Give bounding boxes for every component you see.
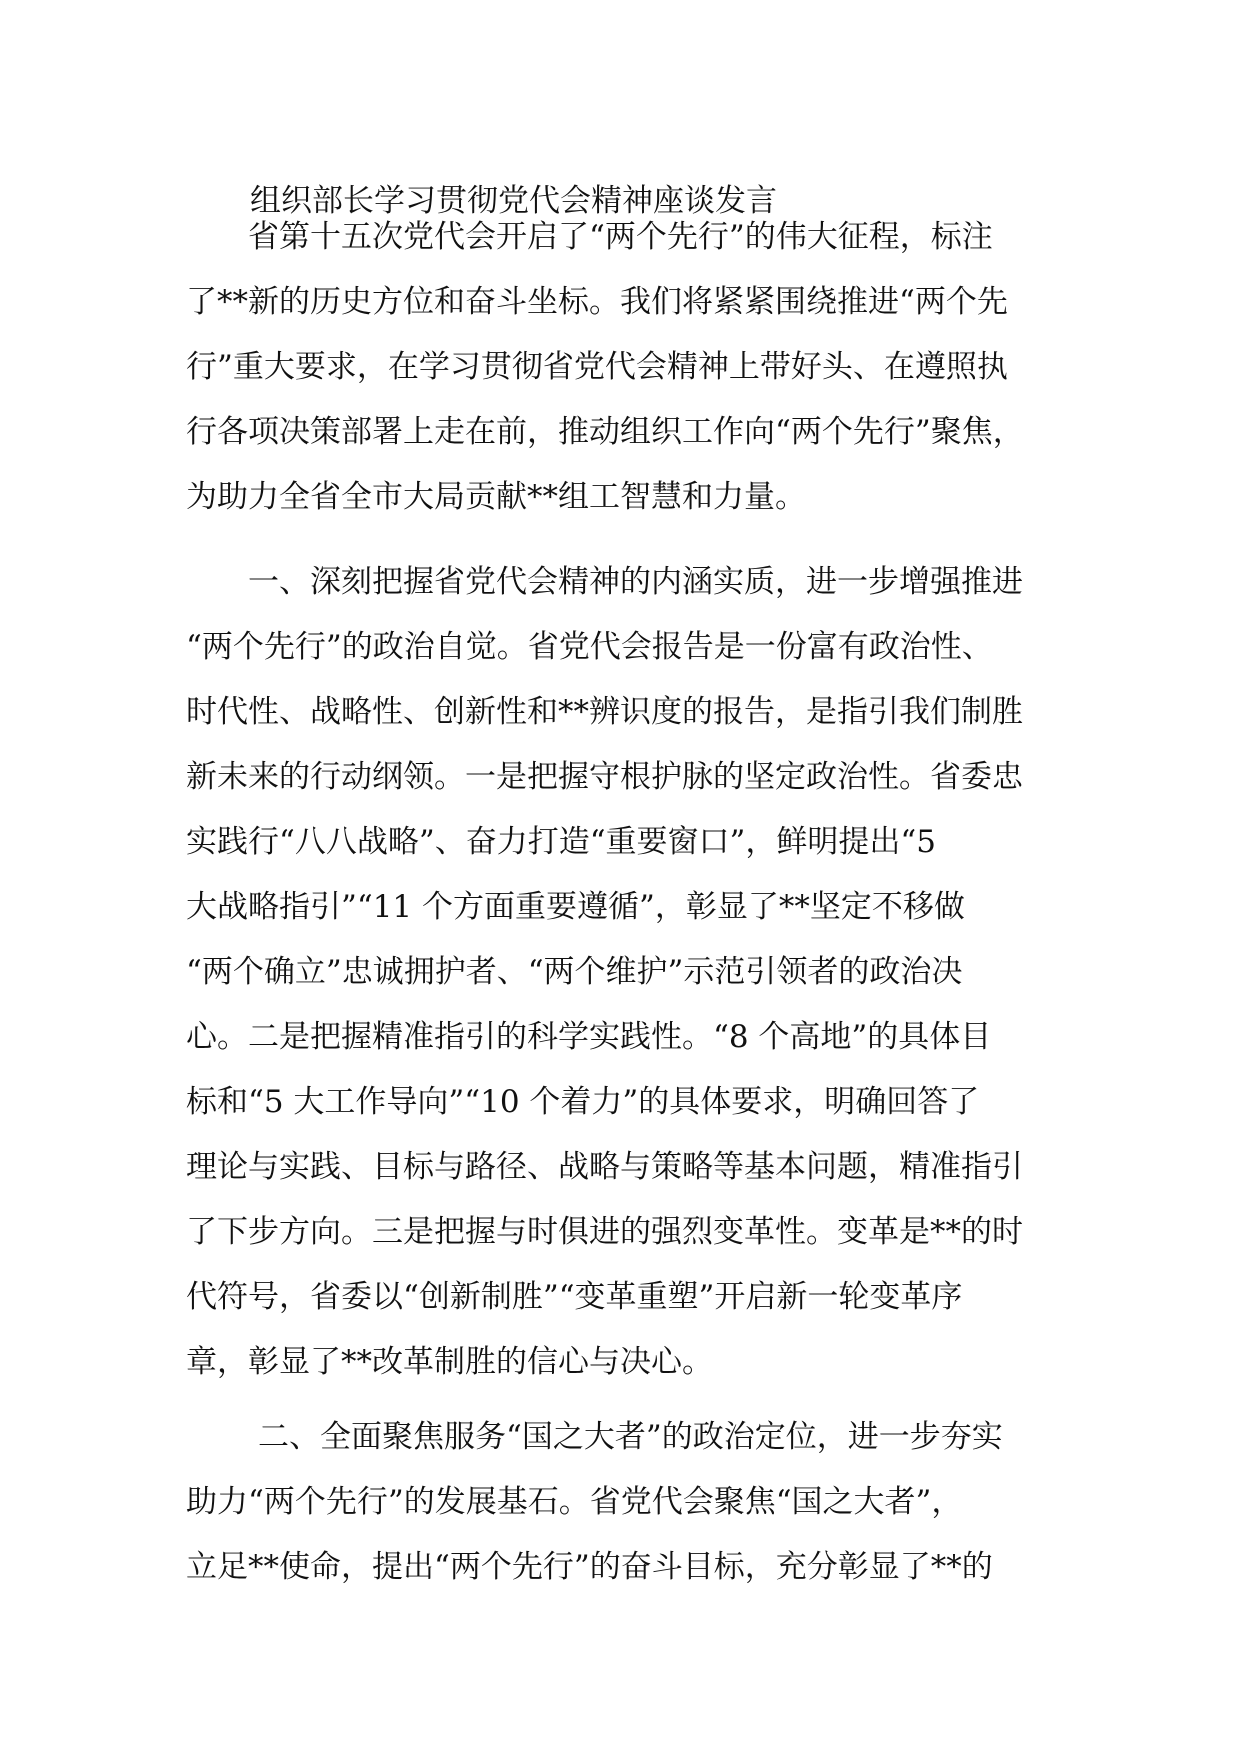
text-line: 心。二是把握精准指引的科学实践性。“8 个高地”的具体目 (186, 1019, 992, 1055)
text-line: “两个先行”的政治自觉。省党代会报告是一份富有政治性、 (186, 629, 993, 665)
section-heading-line: 一、深刻把握省党代会精神的内涵实质，进一步增强推进 (248, 564, 1023, 600)
text-line: 时代性、战略性、创新性和**辨识度的报告，是指引我们制胜 (186, 694, 1023, 730)
text-line: 行”重大要求，在学习贯彻省党代会精神上带好头、在遵照执 (186, 349, 1008, 385)
text-line: “两个确立”忠诚拥护者、“两个维护”示范引领者的政治决 (186, 954, 963, 990)
paragraph-intro (186, 205, 1076, 530)
text-line: 大战略指引”“11 个方面重要遵循”，彰显了**坚定不移做 (186, 889, 965, 925)
text-line: 新未来的行动纲领。一是把握守根护脉的坚定政治性。省委忠 (186, 759, 1023, 795)
text-line: 了**新的历史方位和奋斗坐标。我们将紧紧围绕推进“两个先 (186, 284, 1008, 320)
text-line: 理论与实践、目标与路径、战略与策略等基本问题，精准指引 (186, 1149, 1023, 1185)
paragraph-section-2 (186, 1405, 1076, 1600)
text-line: 章，彰显了**改革制胜的信心与决心。 (186, 1344, 713, 1380)
text-line: 立足**使命，提出“两个先行”的奋斗目标，充分彰显了**的 (186, 1549, 993, 1585)
document-title: 组织部长学习贯彻党代会精神座谈发言 (250, 183, 777, 219)
text-line: 实践行“八八战略”、奋力打造“重要窗口”，鲜明提出“5 (186, 824, 936, 860)
section-heading-line: 二、全面聚焦服务“国之大者”的政治定位，进一步夯实 (258, 1419, 1003, 1455)
text-line: 助力“两个先行”的发展基石。省党代会聚焦“国之大者”， (186, 1484, 963, 1520)
text-line: 代符号，省委以“创新制胜”“变革重塑”开启新一轮变革序 (186, 1279, 963, 1315)
text-line: 为助力全省全市大局贡献**组工智慧和力量。 (186, 479, 806, 515)
paragraph-section-1 (186, 550, 1076, 1395)
text-line: 标和“5 大工作导向”“10 个着力”的具体要求，明确回答了 (186, 1084, 980, 1120)
text-line: 了下步方向。三是把握与时俱进的强烈变革性。变革是**的时 (186, 1214, 1023, 1250)
text-line: 省第十五次党代会开启了“两个先行”的伟大征程，标注 (248, 219, 993, 255)
text-line: 行各项决策部署上走在前，推动组织工作向“两个先行”聚焦， (186, 414, 1024, 450)
